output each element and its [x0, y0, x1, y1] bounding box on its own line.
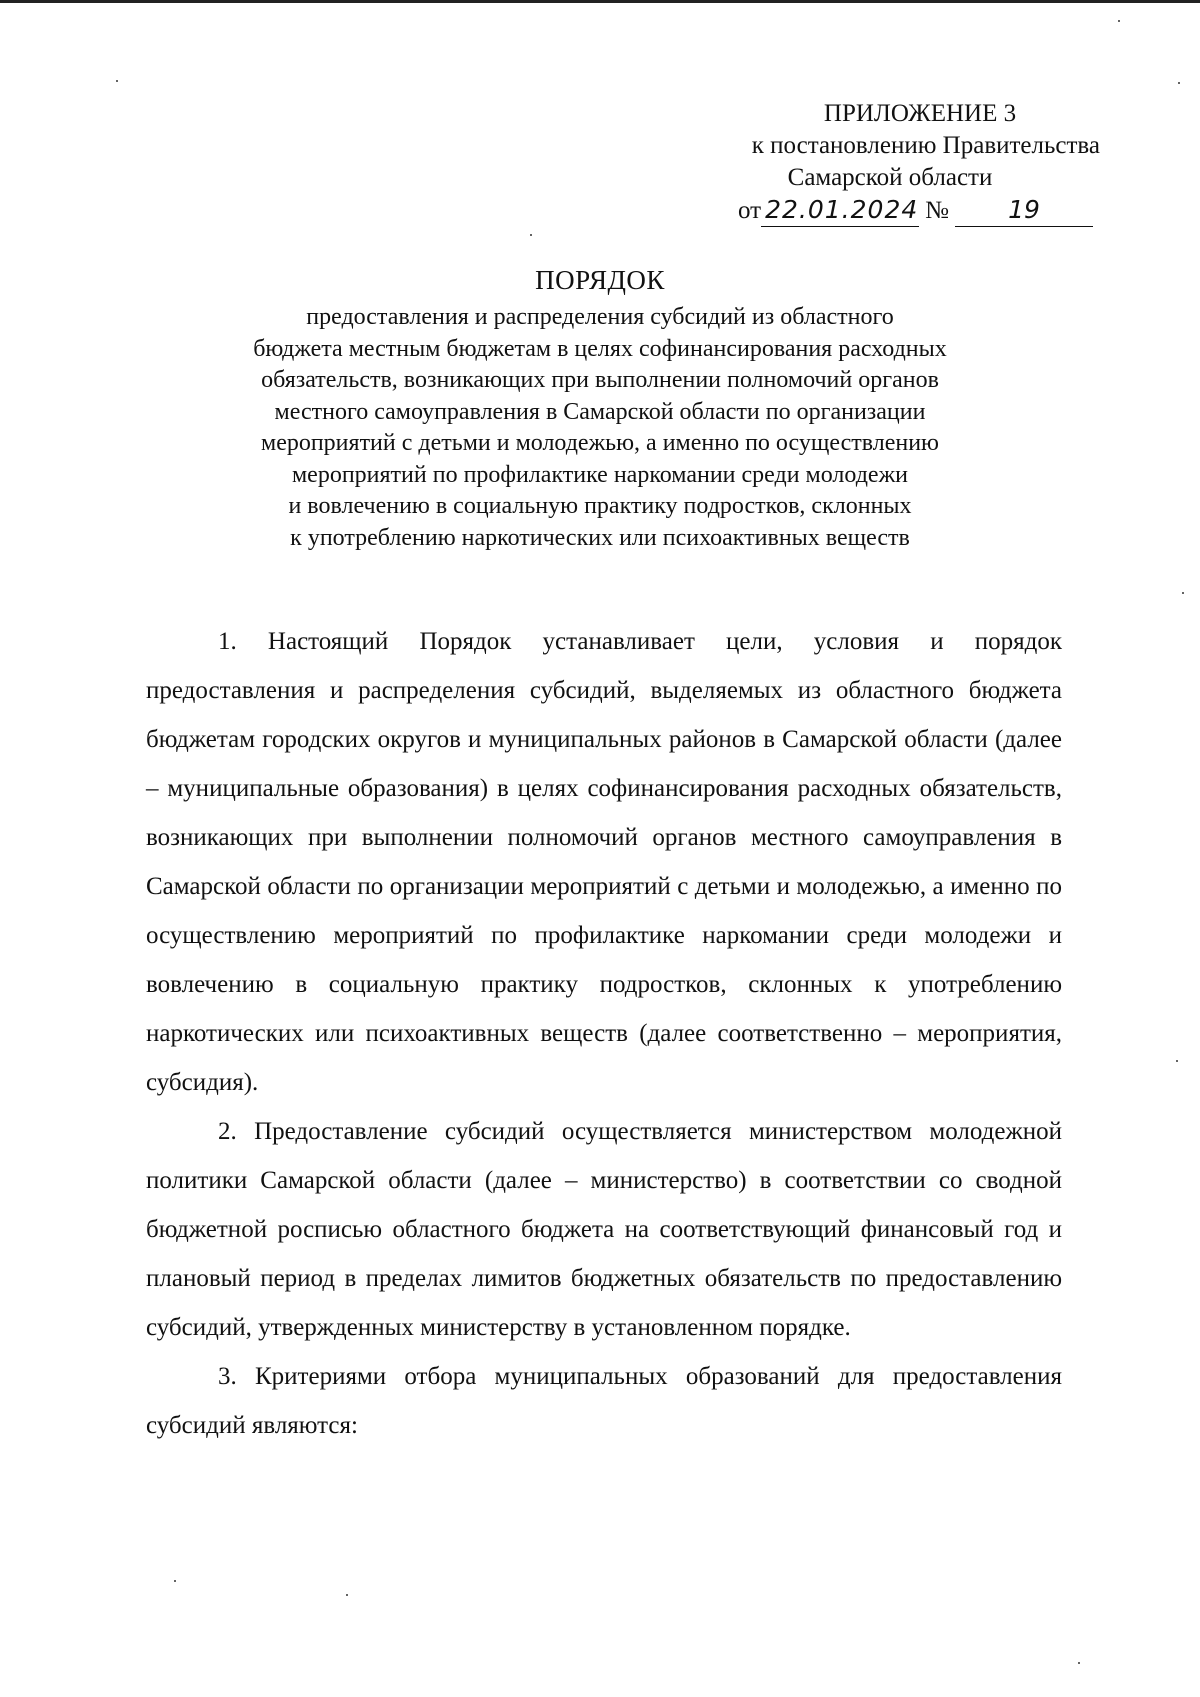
scan-speck: [174, 1580, 176, 1582]
scan-speck: [1118, 20, 1120, 22]
subtitle-line: предоставления и распределения субсидий из областного: [306, 304, 894, 330]
document-title: ПОРЯДОК: [535, 265, 665, 295]
paragraph-1: 1. Настоящий Порядок устанавливает цели, условия и порядок предоставления и распределения субсидий, выделяемых из областного бюджета бюджетам городских округов и муниципальных районов в Самарской области (далее – муниципальные образования) в целях софинансирования расходных обязательств, возникающих при выполнении полномочий органов местного самоуправления в Самарской области по организации мероприятий с детьми и молодежью, а именно по осуществлению мероприятий по профилактике наркомании среди молодежи и вовлечению в социальную практику подростков, склонных к употреблению наркотических или психоактивных веществ (далее соответственно – мероприятия, субсидия).: [146, 628, 1062, 1096]
paragraph-3: 3. Критериями отбора муниципальных образований для предоставления субсидий являются:: [146, 1363, 1062, 1439]
appendix-label: ПРИЛОЖЕНИЕ 3: [823, 100, 1017, 127]
date-prefix: от: [738, 197, 762, 224]
handwritten-number: 19: [955, 194, 1093, 227]
subtitle-line: местного самоуправления в Самарской области по организации: [274, 398, 926, 425]
scan-speck: [1176, 1060, 1178, 1062]
scan-top-edge: [0, 0, 1200, 3]
subtitle-line: мероприятий с детьми и молодежью, а именно по осуществлению: [261, 430, 939, 456]
appendix-header: [680, 98, 1100, 230]
subtitle-line: и вовлечению в социальную практику подростков, склонных: [288, 493, 912, 519]
region-name: Самарской области: [787, 164, 993, 191]
document-title-block: [150, 262, 1050, 554]
subtitle-line: обязательств, возникающих при выполнении полномочий органов: [261, 367, 939, 393]
scan-speck: [1182, 592, 1184, 594]
scan-speck: [346, 1594, 348, 1596]
number-sign: №: [925, 197, 949, 224]
scan-speck: [116, 80, 118, 82]
date-number-line: [680, 194, 1100, 230]
handwritten-date: 22.01.2024: [761, 194, 919, 227]
resolution-reference: к постановлению Правительства: [751, 132, 1100, 159]
scan-speck: [530, 234, 532, 236]
subtitle-line: мероприятий по профилактике наркомании среди молодежи: [291, 461, 909, 488]
scan-speck: [1178, 82, 1180, 84]
subtitle-line: бюджета местным бюджетам в целях софинансирования расходных: [253, 335, 947, 362]
document-body: [146, 617, 1062, 1450]
document-subtitle: [150, 302, 1050, 554]
paragraph-2: 2. Предоставление субсидий осуществляется министерством молодежной политики Самарской области (далее – министерство) в соответствии со сводной бюджетной росписью областного бюджета на соответствующий финансовый год и плановый период в пределах лимитов бюджетных обязательств по предоставлению субсидий, утвержденных министерству в установленном порядке.: [146, 1118, 1062, 1341]
scan-speck: [1078, 1662, 1080, 1664]
subtitle-line: к употреблению наркотических или психоактивных веществ: [290, 524, 910, 551]
